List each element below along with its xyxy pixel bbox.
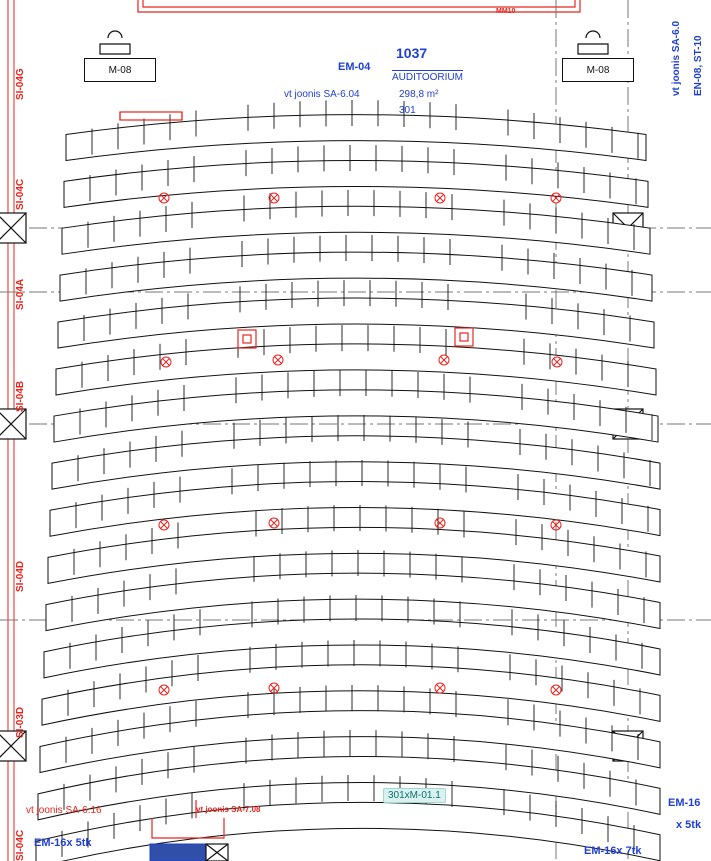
em-16-right-qty-label: x 5tk — [676, 819, 702, 831]
ref-en-08-st-10-label: EN-08, ST-10 — [693, 35, 704, 96]
room-area-label: 298,8 m² — [399, 89, 439, 100]
equipment-icons — [100, 31, 608, 54]
grid-si-04c2-label: SI-04C — [15, 829, 26, 861]
mm10-label: MM10 — [496, 8, 516, 15]
room-name: AUDITOORIUM — [392, 72, 463, 83]
grid-si-04d-label: SI-04D — [15, 560, 26, 592]
ref-sa-6-16-label: vt joonis SA-6.16 — [26, 805, 102, 816]
grid-si-04a-label: SI-04A — [15, 278, 26, 310]
em-04-label: EM-04 — [338, 61, 371, 73]
grid-si-04c-label: SI-04C — [15, 178, 26, 210]
em-16-7tk-label: EM-16x 7tk — [584, 845, 642, 857]
equipment-box-label: M-08 — [108, 64, 132, 76]
ref-sa-6-04-label: vt joonis SA-6.04 — [284, 89, 360, 100]
equipment-box-m08-right[interactable] — [562, 58, 634, 82]
em-16-right-label: EM-16 — [668, 797, 701, 809]
ref-sa-7-08-label: vt joonis SA-7.08 — [196, 805, 261, 814]
equipment-box-m08-left[interactable] — [84, 58, 156, 82]
em-16-5tk-left-label: EM-16x 5tk — [34, 837, 92, 849]
grid-si-03d-label: SI-03D — [15, 706, 26, 738]
seating-rows — [36, 100, 660, 861]
ref-sa-6-0-right-label: vt joonis SA-6.0 — [671, 20, 682, 96]
m-01-1-tag[interactable]: 301xM-01.1 — [383, 788, 446, 803]
room-code-label: 301 — [399, 105, 416, 116]
grid-si-04g-label: SI-04G — [15, 68, 26, 100]
equipment-box-label: M-08 — [586, 64, 610, 76]
grid-si-04b-label: SI-04B — [15, 380, 26, 412]
room-number: 1037 — [396, 45, 428, 61]
bottom-arrow-symbol — [206, 844, 228, 861]
